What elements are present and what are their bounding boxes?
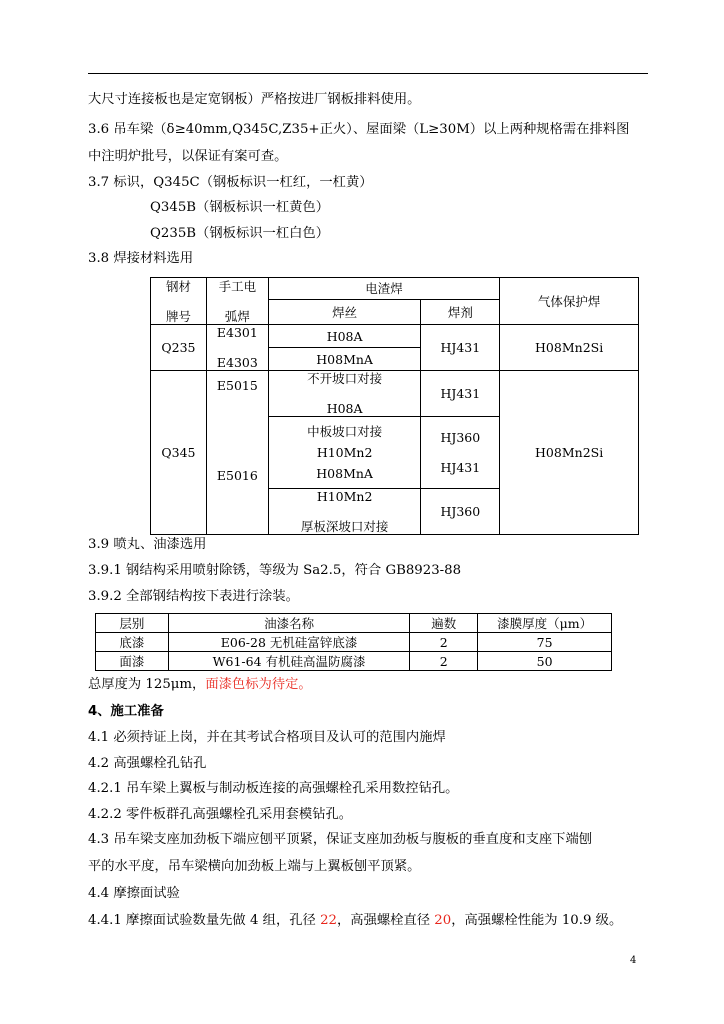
section-3-9: 3.9 喷丸、油漆选用 <box>88 537 207 552</box>
cell-q345-manual: E5015 E5016 <box>206 371 268 535</box>
paint-cell: 底漆 <box>96 633 169 652</box>
paint-header: 层别 <box>96 614 169 633</box>
cell-gas: H08Mn2Si <box>500 325 639 371</box>
cell-flux: HJ431 <box>421 325 500 371</box>
cell-flux: HJ360 <box>421 489 500 535</box>
paint-cell: 50 <box>478 652 612 671</box>
welding-materials-table <box>150 277 639 535</box>
header-wire: 焊丝 <box>268 300 421 325</box>
paint-cell: W61-64 有机硅高温防腐漆 <box>168 652 409 671</box>
paint-header: 遍数 <box>410 614 478 633</box>
header-rule <box>88 73 648 74</box>
table-row <box>96 633 612 652</box>
section-3-6-line2: 中注明炉批号，以保证有案可查。 <box>88 149 288 164</box>
finish-color-note: 面漆色标为待定。 <box>205 677 312 692</box>
header-steel-grade: 钢材 牌号 <box>151 278 207 325</box>
section-3-9-2: 3.9.2 全部钢结构按下表进行涂装。 <box>88 589 299 604</box>
section-4-2: 4.2 高强螺栓孔钻孔 <box>88 756 207 771</box>
paint-cell: E06-28 无机硅富锌底漆 <box>168 633 409 652</box>
total-thickness: 总厚度为 125μm，面漆色标为待定。 <box>88 677 312 692</box>
header-gas-shielded: 气体保护焊 <box>500 278 639 325</box>
table-row <box>96 652 612 671</box>
cell-flux: HJ360 HJ431 <box>421 417 500 489</box>
section-3-8: 3.8 焊接材料选用 <box>88 251 194 266</box>
page-number: 4 <box>630 955 637 966</box>
section-4-4: 4.4 摩擦面试验 <box>88 886 180 901</box>
section-3-6-line1: 3.6 吊车梁（δ≥40mm,Q345C,Z35+正火）、屋面梁（L≥30M）以上两种规格需在排料图 <box>88 122 630 137</box>
section-3-7: 3.7 标识，Q345C（钢板标识一杠红，一杠黄） <box>88 175 373 190</box>
cell-gas: H08Mn2Si <box>500 371 639 535</box>
cell-q235-manual: E4301 E4303 <box>206 325 268 371</box>
section-4-3-line2: 平的水平度，吊车梁横向加劲板上端与上翼板刨平顶紧。 <box>88 859 421 874</box>
paint-cell: 75 <box>478 633 612 652</box>
hole-diameter: 22 <box>320 913 337 928</box>
cell-wire: H08MnA <box>268 348 421 371</box>
paint-cell: 2 <box>410 652 478 671</box>
q235b-marking: Q235B（钢板标识一杠白色） <box>150 226 330 241</box>
bolt-diameter: 20 <box>434 913 452 928</box>
header-electroslag: 电渣焊 <box>268 278 499 300</box>
section-4-heading: 4、施工准备 <box>88 704 164 719</box>
q345b-marking: Q345B（钢板标识一杠黄色） <box>150 200 330 215</box>
section-4-3-line1: 4.3 吊车梁支座加劲板下端应刨平顶紧，保证支座加劲板与腹板的垂直度和支座下端刨 <box>88 832 593 847</box>
paint-cell: 2 <box>410 633 478 652</box>
cell-wire: 中板坡口对接 H10Mn2 H08MnA <box>268 417 421 489</box>
section-4-4-1: 4.4.1 摩擦面试验数量先做 4 组，孔径 22，高强螺栓直径 20，高强螺栓性能为 10.9 级。 <box>88 913 623 928</box>
section-4-2-2: 4.2.2 零件板群孔高强螺栓孔采用套模钻孔。 <box>88 807 353 822</box>
section-3-9-1: 3.9.1 钢结构采用喷射除锈，等级为 Sa2.5，符合 GB8923-88 <box>88 563 462 578</box>
cell-flux: HJ431 <box>421 371 500 417</box>
cell-q235: Q235 <box>151 325 207 371</box>
paint-table <box>95 613 612 671</box>
header-manual-arc: 手工电 弧焊 <box>206 278 268 325</box>
paint-header: 油漆名称 <box>168 614 409 633</box>
cell-wire: H08A <box>268 325 421 348</box>
text-line: 大尺寸连接板也是定宽钢板）严格按进厂钢板排料使用。 <box>88 92 421 107</box>
cell-wire: H10Mn2 厚板深坡口对接 <box>268 489 421 535</box>
cell-q345: Q345 <box>151 371 207 535</box>
paint-header: 漆膜厚度（μm） <box>478 614 612 633</box>
section-4-2-1: 4.2.1 吊车梁上翼板与制动板连接的高强螺栓孔采用数控钻孔。 <box>88 781 459 796</box>
section-4-1: 4.1 必须持证上岗，并在其考试合格项目及认可的范围内施焊 <box>88 730 446 745</box>
paint-cell: 面漆 <box>96 652 169 671</box>
header-flux: 焊剂 <box>421 300 500 325</box>
cell-wire: 不开坡口对接 H08A <box>268 371 421 417</box>
